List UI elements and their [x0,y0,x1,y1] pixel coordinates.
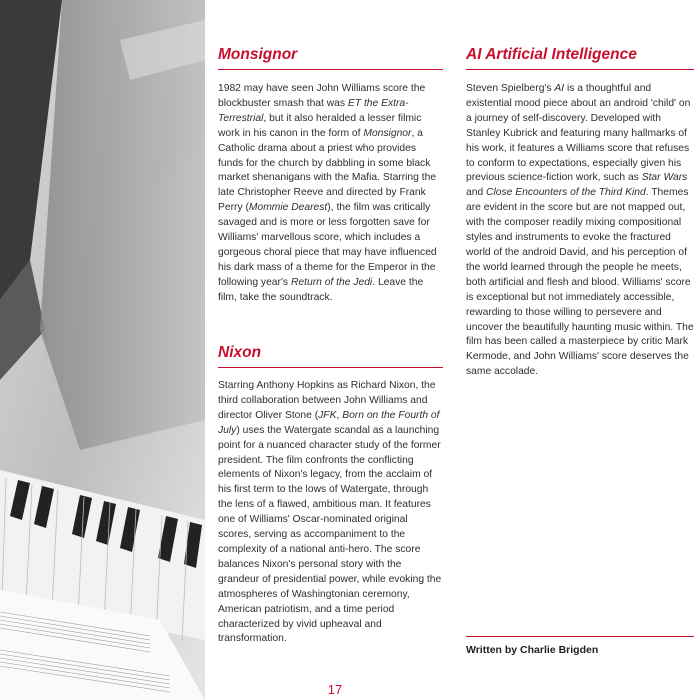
monsignor-heading: Monsignor [218,46,443,70]
page-number: 17 [327,682,343,697]
ai-body: Steven Spielberg's AI is a thoughtful and existential mood piece about an android 'child' on a journey of self-discovery. Developed with Stanley Kubrick and featuring many hallmarks of his work, it features a Williams score that refuses to conform to expectations, especially given his previous science-fiction work, such as Star Wars and Close Encounters of the Third Kind. Themes are evident in the score but are not mapped out, with the composer readily mixing compositional styles and instruments to evoke the fractured world of the android David, and his perception of the world learned through the people he meets, both artificial and flesh and blood. Williams' score is exceptional but not immediately accessible, rewarding to those willing to persevere and uncover the beautifully haunting music within. The film has been called a masterpiece by critic Mark Kermode, and John Williams' score deserves the same accolade. [466,83,694,378]
ai-heading: AI Artificial Intelligence [466,46,694,70]
piano-photo [0,0,205,700]
monsignor-body: 1982 may have seen John Williams score the blockbuster smash that was ET the Extra-Terrestrial, but it also heralded a lesser filmic work in his canon in the form of Monsignor, a Catholic drama about a priest who provides funds for the church by dabbling in some black market shenanigans with the Mafia. Starring the late Christopher Reeve and directed by Frank Perry (Mommie Dearest), the film was critically savaged and is more or less forgotten save for Williams' marvellous score, which includes a gorgeous choral piece that may have influenced his dark mass of a theme for the Emperor in the following year's Return of the Jedi. Leave the film, take the soundtrack. [218,83,437,303]
nixon-heading: Nixon [218,344,443,368]
author-credit: Written by Charlie Brigden [466,644,599,656]
credit-divider [466,636,694,637]
nixon-body: Starring Anthony Hopkins as Richard Nixon, the third collaboration between John Williams and director Oliver Stone (JFK, Born on the Fourth of July) uses the Watergate scandal as a launching point for a nuanced character study of the former president. The film confronts the conflicting elements of Nixon's legacy, from the acclaim of his first term to the lows of Watergate, through the lens of a flawed, ambitious man. It features one of Williams' Oscar-nominated original scores, serving as accompaniment to the complexity of a national anti-hero. The score balances Nixon's personal story with the grandeur of presidential power, while evoking the atmospheres of Washingtonian ceremony, American patriotism, and a time period characterized by vivid upheaval and transformation. [218,380,442,645]
